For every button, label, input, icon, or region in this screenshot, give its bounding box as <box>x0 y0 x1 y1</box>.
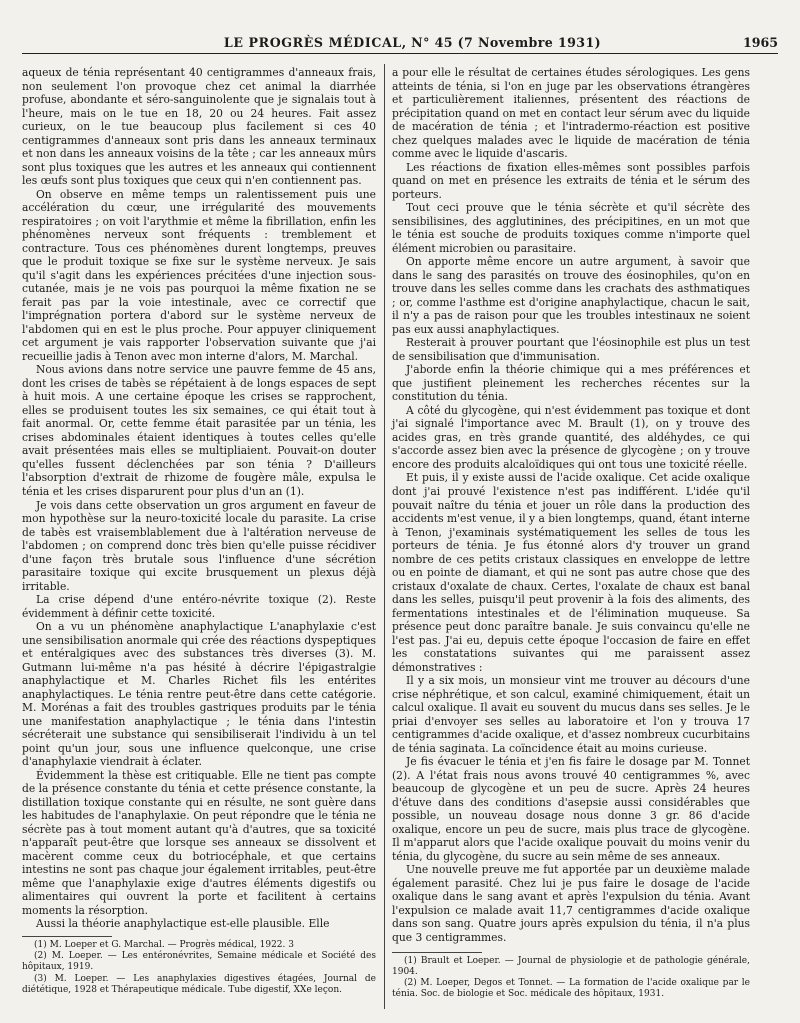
column-divider <box>384 64 385 1009</box>
paragraph: Aussi la théorie anaphylactique est-elle plausible. Elle <box>36 917 330 931</box>
issue-label: N° 45 (7 Novembre 1931) <box>411 35 601 50</box>
footnote-rule <box>22 936 112 937</box>
paragraph: Et puis, il y existe aussi de l'acide oxalique. Cet acide oxalique dont j'ai prouvé l'existence n'est pas indifférent. L'idée qu'il pouvait naître du ténia et jouer un rôle dans la production des accidents m'est venue, il y a bien longtemps, quand, étant interne à Tenon, j'examinais systématiquement les selles de tous les porteurs de ténia. Je fus étonné alors d'y trouver un grand nombre de ces petits cristaux classiques en enveloppe de lettre ou en pointe de diamant, et qui ne sont pas autre chose que des cristaux d'oxalate de chaux. Certes, l'oxalate de chaux est banal dans les selles, puisqu'il peut provenir à la fois des aliments, des fermentations intestinales et de l'élimination muqueuse. Sa présence peut donc paraître banale. Je suis convaincu qu'elle ne l'est pas. J'ai eu, depuis cette époque l'occasion de faire en effet les constatations suivantes qui me paraissent assez démonstratives : <box>392 471 750 674</box>
footnote: (1) M. Loeper et G. Marchal. — Progrès médical, 1922. 3 <box>34 940 294 950</box>
paragraph: La crise dépend d'une entéro-névrite toxique (2). Reste évidemment à définir cette toxicité. <box>22 593 376 620</box>
footnote: (3) M. Loeper. — Les anaphylaxies digestives étagées, Journal de diététique, 1928 et Thérapeutique médicale. Tube digestif, XXe leçon. <box>22 973 376 995</box>
left-column <box>22 66 376 996</box>
paragraph: Une nouvelle preuve me fut apportée par un deuxième malade également parasité. Chez lui je pus faire le dosage de l'acide oxalique dans le sang avant et après l'expulsion du ténia. Avant l'expulsion ce malade avait 11,7 centigrammes d'acide oxalique dans son sang. Quatre jours après expulsion du ténia, il n'a plus que 3 centigrammes. <box>392 863 750 944</box>
journal-line <box>82 35 743 50</box>
footnote: (2) M. Loeper, Degos et Tonnet. — La formation de l'acide oxalique par le ténia. Soc. de biologie et Soc. médicale des hôpitaux, 1931. <box>392 977 750 1000</box>
paragraph: On a vu un phénomène anaphylactique L'anaphylaxie c'est une sensibilisation anormale qui crée des réactions dyspeptiques et entéralgiques avec des substances très diverses (3). M. Gutmann lui-même n'a pas hésité à décrire l'épigastralgie anaphylactique et M. Charles Richet fils les entérites anaphylactiques. Le ténia rentre peut-être dans cette catégorie. M. Morénas a fait des troubles gastriques produits par le ténia une manifestation anaphylactique ; le ténia dans l'intestin sécréterait une substance qui sensibiliserait l'individu à un tel point qu'un jour, sous une influence quelconque, une crise d'anaphylaxie viendrait à éclater. <box>22 620 376 769</box>
page-number: 1965 <box>742 35 778 50</box>
paragraph: Tout ceci prouve que le ténia sécrète et qu'il sécrète des sensibilisines, des agglutinines, des précipitines, en un mot que le ténia est souche de produits toxiques comme n'importe quel élément microbien ou parasitaire. <box>392 201 750 255</box>
running-header <box>22 28 778 54</box>
paragraph: Je fis évacuer le ténia et j'en fis faire le dosage par M. Tonnet (2). A l'état frais nous avons trouvé 40 centigrammes %, avec beaucoup de glycogène et un peu de sucre. Après 24 heures d'étuve dans des conditions d'asepsie aussi considérables que possible, un nouveau dosage nous donne 3 gr. 86 d'acide oxalique, encore un peu de sucre, mais plus trace de glycogène. Il m'apparut alors que l'acide oxalique pouvait du moins venir du ténia, du glycogène, du sucre au sein même de ses anneaux. <box>392 755 750 863</box>
journal-title: LE PROGRÈS MÉDICAL, <box>223 35 407 50</box>
paragraph: On observe en même temps un ralentissement puis une accélération du cœur, une irrégularité des mouvements respiratoires ; on voit l'arythmie et même la fibrillation, enfin les phénomènes nerveux sont fréquents : tremblement et contracture. Tous ces phénomènes durent longtemps, preuves que le produit toxique se fixe sur le système nerveux. Je sais qu'il s'agit dans les expériences précitées d'une injection sous-cutanée, mais je ne vois pas pourquoi la même fixation ne se ferait pas par la voie intestinale, avec ce correctif que l'imprégnation portera d'abord sur le système nerveux de l'abdomen qui en est le plus proche. Pour appuyer cliniquement cet argument je vais rapporter l'observation suivante que j'ai recueillie jadis à Tenon avec mon interne d'alors, M. Marchal. <box>22 187 376 363</box>
paragraph: On apporte même encore un autre argument, à savoir que dans le sang des parasités on trouve des éosinophiles, qu'on en trouve dans les selles comme dans les crachats des asthmatiques ; or, comme l'asthme est d'origine anaphylactique, chacun le sait, il n'y a pas de raison pour que les troubles intestinaux ne soient pas eux aussi anaphylactiques. <box>392 255 750 336</box>
footnote-rule <box>392 952 482 953</box>
paragraph: Les réactions de fixation elles-mêmes sont possibles parfois quand on met en présence les extraits de ténia et le sérum des porteurs. <box>392 160 750 201</box>
paragraph: Évidemment la thèse est critiquable. Elle ne tient pas compte de la présence constante du ténia et cette présence constante, la distillation toxique constante qui en résulte, ne sont guère dans les habitudes de l'anaphylaxie. On peut répondre que le ténia ne sécrète pas à tout moment autant qu'à d'autres, que sa toxicité n'apparaît peut-être que lorsque ses anneaux se dissolvent et macèrent comme ceux du botriocéphale, et que certains intestins ne sont pas chaque jour également irritables, peut-être même que l'anaphylaxie exige d'autres éléments digestifs ou alimentaires qui ouvrent la porte et facilitent à certains moments la résorption. <box>22 768 376 917</box>
footnote: (1) Brault et Loeper. — Journal de physiologie et de pathologie générale, 1904. <box>392 955 750 977</box>
paragraph: Resterait à prouver pourtant que l'éosinophile est plus un test de sensibilisation que d'immunisation. <box>392 336 750 363</box>
paragraph: Je vois dans cette observation un gros argument en faveur de mon hypothèse sur la neuro-toxicité locale du parasite. La crise de tabès est vraisemblablement due à l'altération nerveuse de l'abdomen ; on comprend donc très bien qu'elle puisse récidiver d'une façon très brutale sous l'influence d'une sécrétion parasitaire toxique qui excite brusquement un plexus déjà irritable. <box>22 498 376 593</box>
footnote: (2) M. Loeper. — Les entéronévrites, Semaine médicale et Société des hôpitaux, 1919. <box>22 951 376 973</box>
paragraph: Nous avions dans notre service une pauvre femme de 45 ans, dont les crises de tabès se répétaient à de longs espaces de sept à huit mois. A une certaine époque les crises se rapprochent, elles se produisent toutes les six semaines, ce qui était tout à fait anormal. Or, cette femme était parasitée par un ténia, les crises abdominales étaient identiques à toutes celles qu'elle avait présentées mais elles se multipliaient. Pouvait-on douter qu'elles fussent déclenchées par son ténia ? D'ailleurs l'absorption d'extrait de rhizome de fougère mâle, expulsa le ténia et les crises disparurent pour plus d'un an (1). <box>22 363 376 498</box>
paragraph: J'aborde enfin la théorie chimique qui a mes préférences et que justifient pleinement les recherches récentes sur la constitution du ténia. <box>392 363 750 404</box>
footnotes <box>22 940 376 996</box>
paragraph: aqueux de ténia représentant 40 centigrammes d'anneaux frais, non seulement l'on provoque chez cet animal la diarrhée profuse, abondante et séro-sanguinolente que je signalais tout à l'heure, mais on le tue en 18, 20 ou 24 heures. Fait assez curieux, on le tue beaucoup plus facilement si ces 40 centigrammes d'anneaux sont pris dans les anneaux terminaux et non dans les anneaux voisins de la tête ; car les anneaux mûrs sont plus toxiques que les autres et les anneaux qui contiennent les œufs sont plus toxiques que ceux qui n'en contiennent pas. <box>22 66 376 188</box>
footnotes <box>392 956 750 1001</box>
right-column <box>392 66 750 1000</box>
paragraph: A côté du glycogène, qui n'est évidemment pas toxique et dont j'ai signalé l'importance avec M. Brault (1), on y trouve des acides gras, en très grande quantité, des aldéhydes, ce qui s'accorde assez bien avec la présence de glycogène ; on y trouve encore des produits alcaloïdiques qui ont tous une toxicité réelle. <box>392 403 750 471</box>
paragraph: a pour elle le résultat de certaines études sérologiques. Les gens atteints de ténia, si l'on en juge par les observations étrangères et particulièrement italiennes, présentent des réactions de précipitation quand on met en contact leur sérum avec du liquide de macération de ténia ; et l'intradermo-réaction est positive chez quelques malades avec le liquide de macération de ténia comme avec le liquide d'ascaris. <box>392 66 750 161</box>
paragraph: Il y a six mois, un monsieur vint me trouver au décours d'une crise néphrétique, et son calcul, examiné chimiquement, était un calcul oxalique. Il avait eu souvent du mucus dans ses selles. Je le priai d'envoyer ses selles au laboratoire et l'on y trouva 17 centigrammes d'acide oxalique, et d'assez nombreux cucurbitains de ténia saginata. La coïncidence était au moins curieuse. <box>392 674 750 755</box>
